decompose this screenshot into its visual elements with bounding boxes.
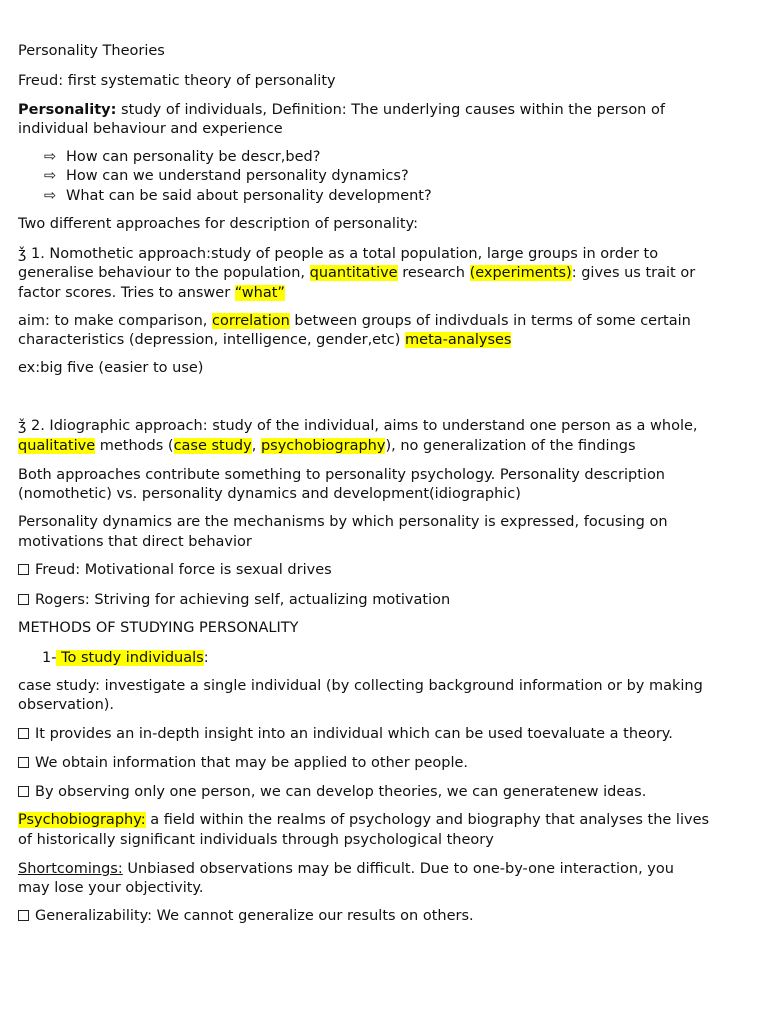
- highlight-experiments: (experiments): [469, 265, 572, 281]
- definition-line-2: individual behaviour and experience: [18, 121, 283, 137]
- psychobiography-line-2: of historically significant individuals through psychological theory: [18, 832, 494, 848]
- arrow-icon: ⇨: [44, 168, 57, 184]
- shortcomings-line-1: Shortcomings: Unbiased observations may be difficult. Due to one-by-one interaction, you: [18, 861, 674, 877]
- freud-line: Freud: first systematic theory of personality: [18, 73, 336, 89]
- checkbox-square-icon: [18, 564, 29, 575]
- highlight-case-study: case study: [173, 438, 252, 454]
- checkbox-square-icon: [18, 594, 29, 605]
- case-study-line-2: observation).: [18, 697, 115, 713]
- both-line-1: Both approaches contribute something to personality psychology. Personality description: [18, 467, 665, 483]
- idiographic-line-2: qualitative methods (case study, psychobiography), no generalization of the findings: [18, 438, 636, 454]
- highlight-psychobiography: psychobiography: [260, 438, 386, 454]
- page-title: Personality Theories: [18, 43, 165, 59]
- question-item: ⇨ What can be said about personality development?: [44, 188, 432, 204]
- highlight-meta-analyses: meta-analyses: [405, 332, 512, 348]
- nomothetic-line-3: factor scores. Tries to answer “what”: [18, 285, 285, 301]
- checkbox-square-icon: [18, 757, 29, 768]
- rogers-bullet: Rogers: Striving for achieving self, actualizing motivation: [18, 591, 450, 610]
- nomothetic-line-1: ǯ 1. Nomothetic approach:study of people as a total population, large groups in order to: [18, 246, 659, 262]
- study-item: 1- To study individuals:: [42, 650, 209, 666]
- psychobiography-line-1: Psychobiography: a field within the realms of psychology and biography that analyses the lives: [18, 812, 710, 828]
- aim-line-2: characteristics (depression, intelligence, gender,etc) meta-analyses: [18, 332, 512, 348]
- generalizability-bullet: Generalizability: We cannot generalize our results on others.: [18, 907, 474, 926]
- checkbox-square-icon: [18, 910, 29, 921]
- aim-line-1: aim: to make comparison, correlation between groups of indivduals in terms of some certain: [18, 313, 691, 329]
- highlight-quantitative: quantitative: [309, 265, 398, 281]
- shortcomings-label: Shortcomings:: [18, 861, 123, 877]
- case-bullet: It provides an in-depth insight into an individual which can be used toevaluate a theory.: [18, 725, 673, 744]
- definition-line-1: Personality: study of individuals, Definition: The underlying causes within the person of: [18, 102, 665, 118]
- highlight-what: “what”: [234, 285, 285, 301]
- shortcomings-line-2: may lose your objectivity.: [18, 880, 204, 896]
- dynamics-line-2: motivations that direct behavior: [18, 534, 252, 550]
- highlight-psychobiography-label: Psychobiography:: [18, 812, 146, 828]
- example-line: ex:big five (easier to use): [18, 360, 204, 376]
- definition-label: Personality:: [18, 102, 117, 118]
- methods-heading: METHODS OF STUDYING PERSONALITY: [18, 620, 299, 636]
- checkbox-square-icon: [18, 786, 29, 797]
- nomothetic-line-2: generalise behaviour to the population, quantitative research (experiments): gives us trait or: [18, 265, 696, 281]
- case-bullet: By observing only one person, we can develop theories, we can generatenew ideas.: [18, 783, 646, 802]
- case-study-line-1: case study: investigate a single individual (by collecting background information or by making: [18, 678, 703, 694]
- approaches-intro: Two different approaches for description of personality:: [18, 216, 419, 232]
- arrow-icon: ⇨: [44, 149, 57, 165]
- freud-bullet: Freud: Motivational force is sexual drives: [18, 561, 332, 580]
- both-line-2: (nomothetic) vs. personality dynamics and development(idiographic): [18, 486, 521, 502]
- checkbox-square-icon: [18, 728, 29, 739]
- highlight-study-individuals: To study individuals: [56, 650, 204, 666]
- highlight-correlation: correlation: [212, 313, 290, 329]
- arrow-icon: ⇨: [44, 188, 57, 204]
- highlight-qualitative: qualitative: [18, 438, 96, 454]
- dynamics-line-1: Personality dynamics are the mechanisms by which personality is expressed, focusing on: [18, 514, 668, 530]
- case-bullet: We obtain information that may be applied to other people.: [18, 754, 468, 773]
- question-item: ⇨ How can we understand personality dynamics?: [44, 168, 409, 184]
- idiographic-line-1: ǯ 2. Idiographic approach: study of the individual, aims to understand one person as a whole,: [18, 418, 698, 434]
- question-item: ⇨ How can personality be descr,bed?: [44, 149, 321, 165]
